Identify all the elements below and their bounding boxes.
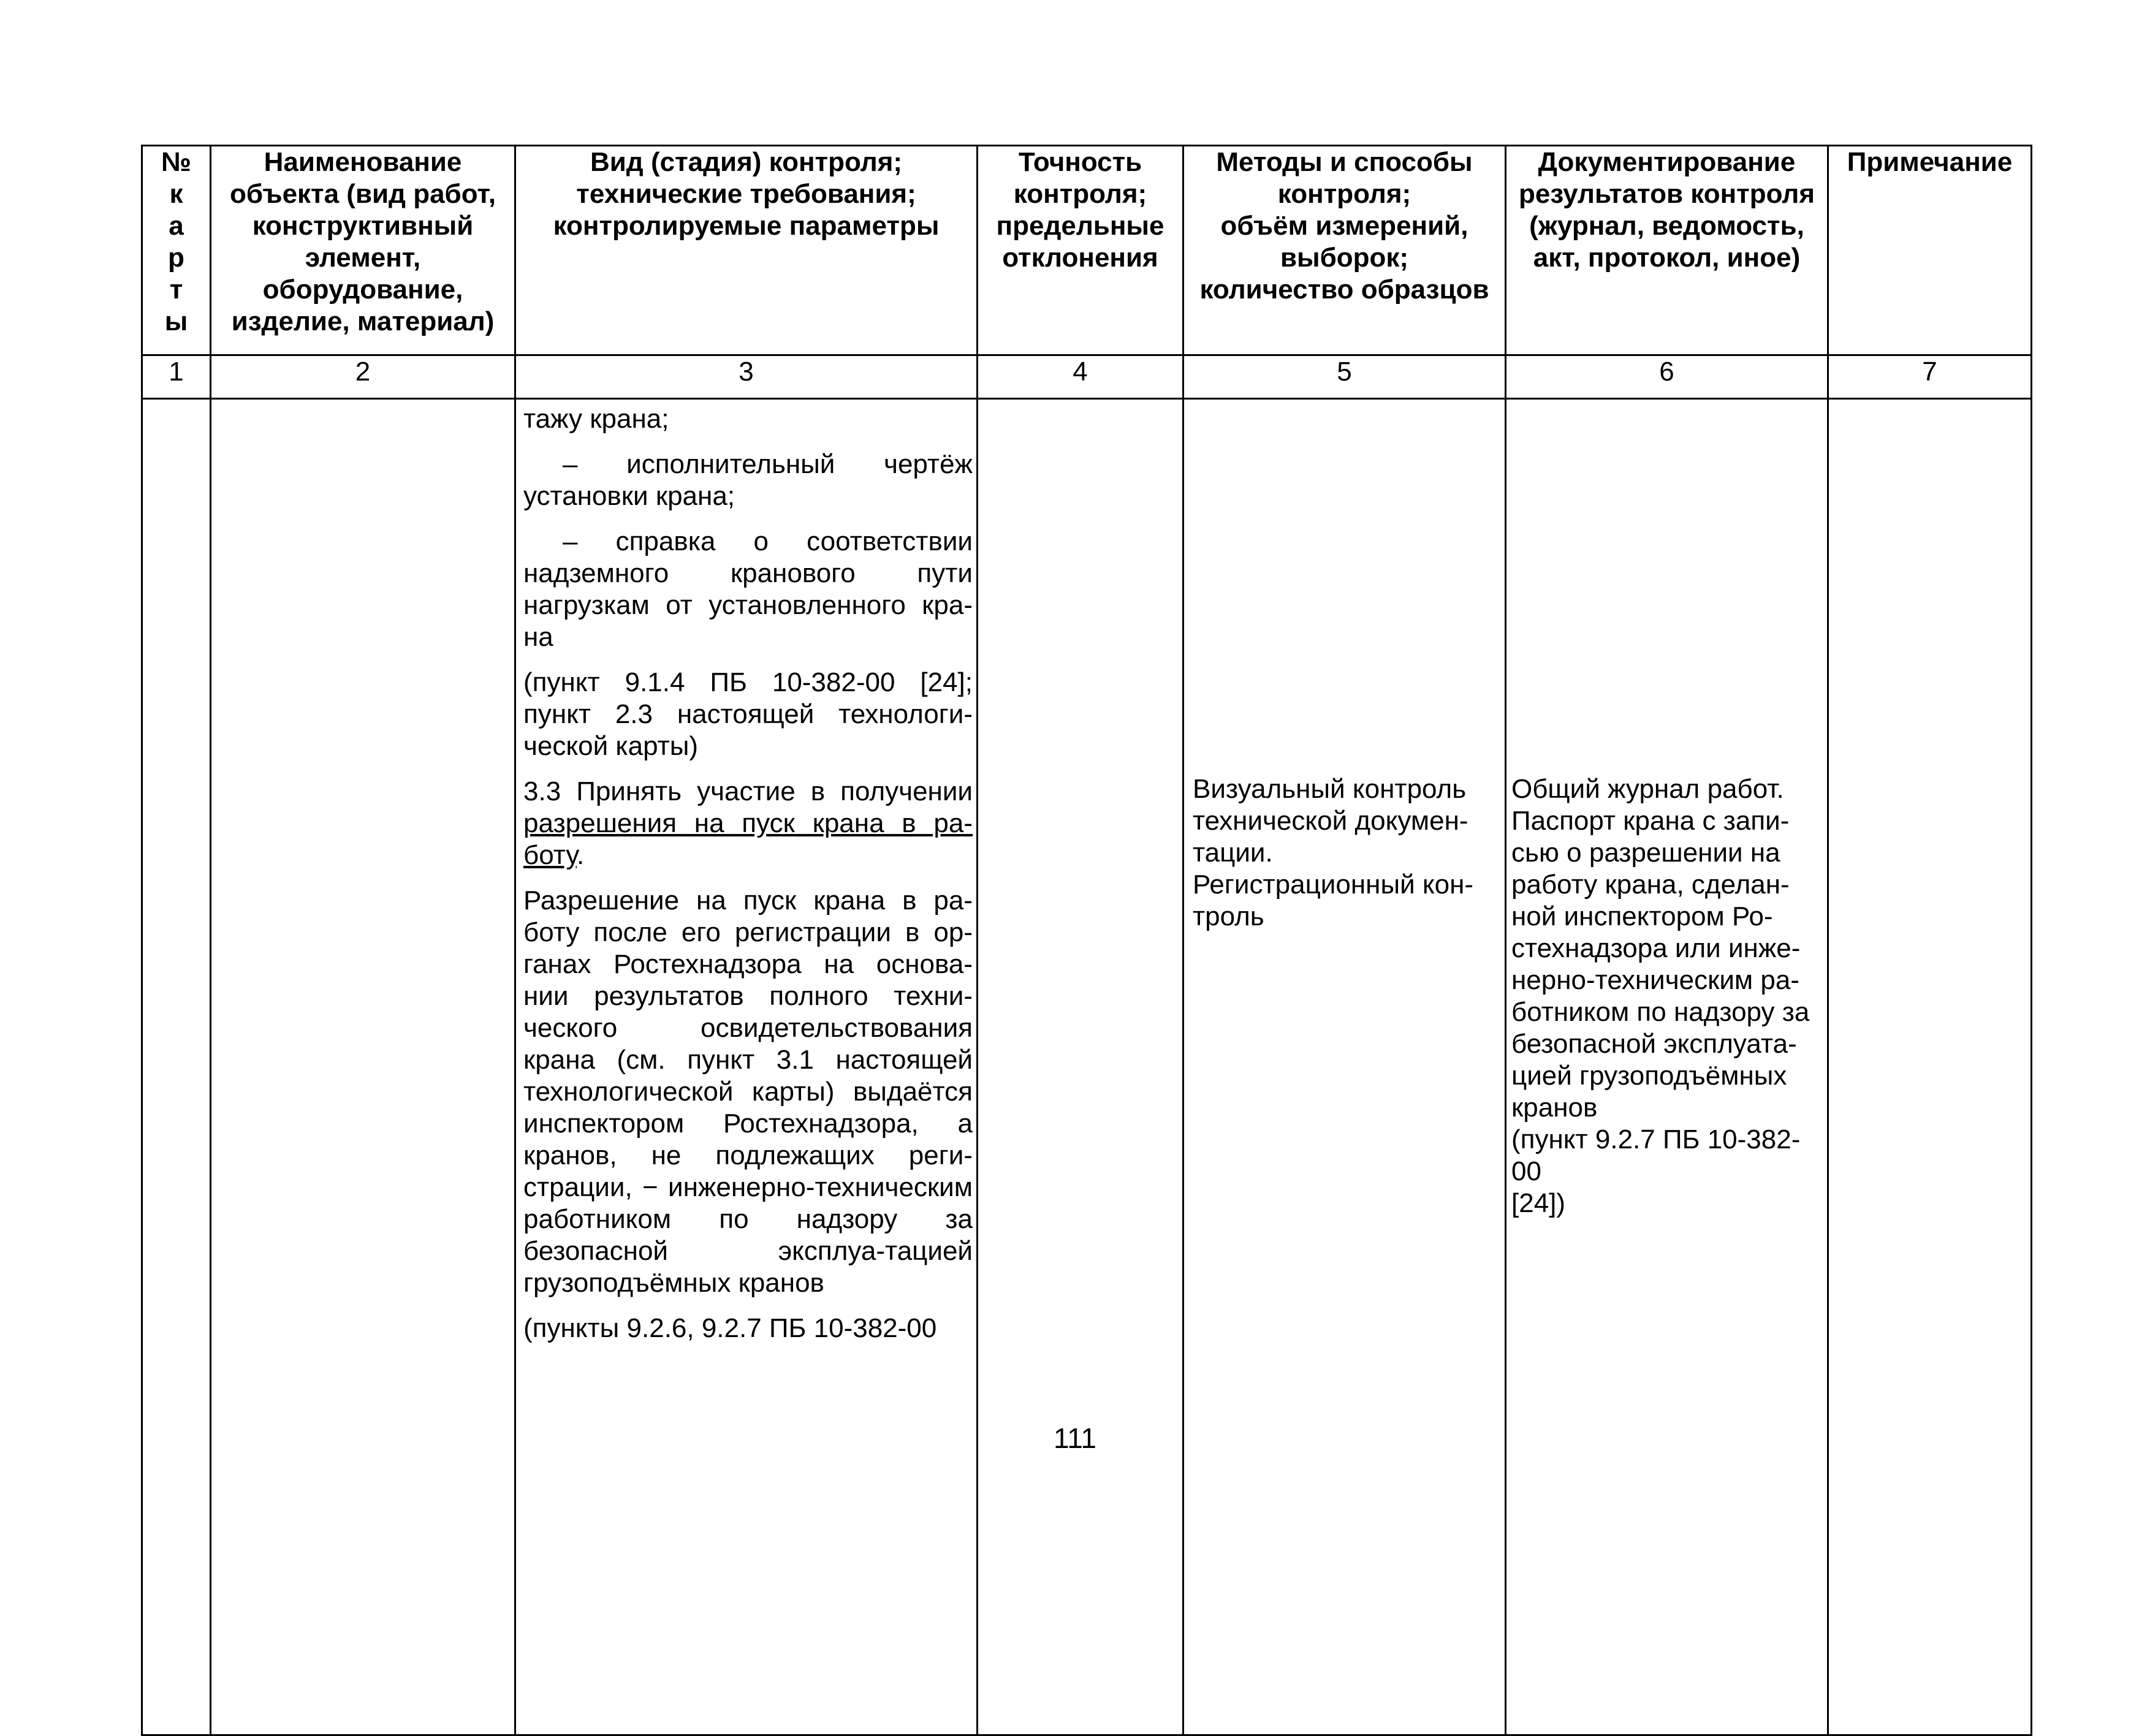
header-object-name: Наименование объекта (вид работ, конструктивный элемент, оборудование, изделие, материал)	[211, 146, 515, 355]
requirement-item-3-3: 3.3 Принять участие в получении разрешения на пуск крана в ра-боту.	[523, 776, 973, 870]
column-number: 6	[1506, 355, 1828, 399]
cell-documentation: Общий журнал работ. Паспорт крана с запи- сью о разрешении на работу крана, сделан- ной инспектором Ро- стехнадзора или инже- нерно-техническим ра- ботником по надзору за безопасной эксплуата- цией грузоподъёмных кранов (пункт 9.2.7 ПБ 10-382-00 [24])	[1506, 399, 1828, 1735]
requirement-text: тажу крана;	[523, 404, 669, 434]
requirement-reference: (пункт 9.1.4 ПБ 10-382-00 [24]; пункт 2.3 настоящей технологи-ческой карты)	[523, 667, 973, 761]
column-number: 3	[515, 355, 978, 399]
header-row	[142, 146, 2032, 355]
column-number: 4	[978, 355, 1183, 399]
content-row	[142, 399, 2032, 1735]
cell-object-name	[211, 399, 515, 1735]
header-control-type: Вид (стадия) контроля; технические требования; контролируемые параметры	[515, 146, 978, 355]
requirement-text: – справка о соответствии надземного кранового пути нагрузкам от установленного кра-на	[523, 526, 973, 652]
column-number: 5	[1183, 355, 1506, 399]
column-number: 1	[142, 355, 211, 399]
requirement-text: Разрешение на пуск крана в ра-боту после его регистрации в ор-ганах Ростехнадзора на основа-нии результатов полного техни-ческого освидетельствования крана (см. пункт 3.1 настоящей технологической карты) выдаётся инспектором Ростехнадзора, а кранов, не подлежащих реги-страции, − инженерно-техническим работником по надзору за безопасной эксплуа-тацией грузоподъёмных кранов	[523, 885, 973, 1298]
page-number: 111	[1054, 1422, 1096, 1454]
cell-control-requirements	[515, 399, 978, 1735]
underlined-text: разрешения на пуск крана в ра-боту	[523, 808, 973, 870]
cell-methods: Визуальный контроль технической докумен- тации. Регистрационный кон- троль	[1183, 399, 1506, 1735]
cell-card-number	[142, 399, 211, 1735]
column-number: 7	[1828, 355, 2032, 399]
header-accuracy: Точность контроля; предельные отклонения	[978, 146, 1183, 355]
header-card-number: № к а р т ы	[142, 146, 211, 355]
requirement-reference: (пункты 9.2.6, 9.2.7 ПБ 10-382-00	[523, 1313, 937, 1343]
header-note: Примечание	[1828, 146, 2032, 355]
control-card-table	[141, 145, 2032, 1736]
header-documentation: Документирование результатов контроля (журнал, ведомость, акт, протокол, иное)	[1506, 146, 1828, 355]
cell-note	[1828, 399, 2032, 1735]
header-methods: Методы и способы контроля; объём измерений, выборок; количество образцов	[1183, 146, 1506, 355]
requirement-text: – исполнительный чертёж установки крана;	[523, 449, 973, 511]
column-number-row	[142, 355, 2032, 399]
cell-accuracy	[978, 399, 1183, 1735]
column-number: 2	[211, 355, 515, 399]
